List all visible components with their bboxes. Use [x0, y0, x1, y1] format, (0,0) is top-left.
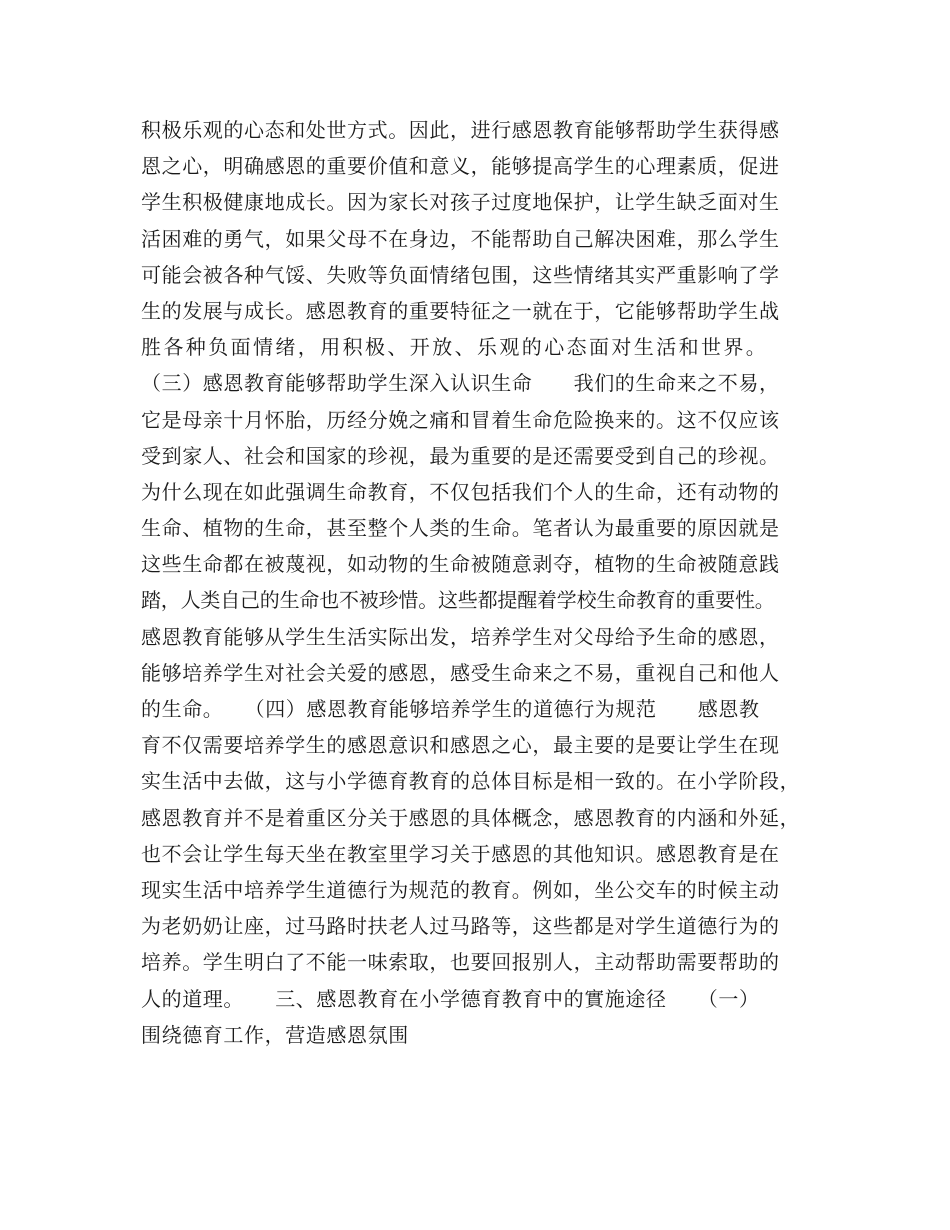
- text-line-14: 踏，人类自己的生命也不被珍惜。这些都提醒着学校生命教育的重要性。: [141, 588, 775, 613]
- text-line-26: 围绕德育工作，营造感恩氛围: [141, 1022, 409, 1047]
- text-line-25: 人的道理。 三、感恩教育在小学德育教育中的實施途径 （一）: [141, 986, 760, 1011]
- text-line-1: 积极乐观的心态和处世方式。因此，进行感恩教育能够帮助学生获得感: [141, 118, 780, 142]
- text-line-7: 胜各种负面情绪，用积极、开放、乐观的心态面对生活和世界。: [141, 335, 769, 360]
- text-line-22: 现实生活中培养学生道德行为规范的教育。例如，坐公交车的时候主动: [141, 877, 780, 902]
- text-line-8: （三）感恩教育能够帮助学生深入认识生命 我们的生命来之不易，: [141, 371, 780, 396]
- text-line-17: 的生命。 （四）感恩教育能够培养学生的道德行为规范 感恩教: [141, 697, 760, 721]
- text-line-19: 实生活中去做，这与小学德育教育的总体目标是相一致的。在小学阶段，: [141, 769, 801, 794]
- text-line-18: 育不仅需要培养学生的感恩意识和感恩之心，最主要的是要让学生在现: [141, 733, 780, 758]
- text-line-10: 受到家人、社会和国家的珍视，最为重要的是还需要受到自己的珍视。: [141, 443, 780, 468]
- text-line-3: 学生积极健康地成长。因为家长对孩子过度地保护，让学生缺乏面对生: [141, 190, 780, 215]
- body-text: [141, 112, 841, 1053]
- text-line-5: 可能会被各种气馁、失败等负面情绪包围，这些情绪其实严重影响了学: [141, 262, 780, 287]
- text-line-13: 这些生命都在被蔑视，如动物的生命被随意剥夺，植物的生命被随意践: [141, 552, 780, 577]
- text-line-6: 生的发展与成长。感恩教育的重要特征之一就在于，它能够帮助学生战: [141, 298, 780, 323]
- text-line-23: 为老奶奶让座，过马路时扶老人过马路等，这些都是对学生道德行为的: [141, 914, 780, 939]
- text-line-11: 为什么现在如此强调生命教育，不仅包括我们个人的生命，还有动物的: [141, 479, 780, 504]
- text-line-2: 恩之心，明确感恩的重要价值和意义，能够提高学生的心理素质，促进: [141, 154, 780, 179]
- text-line-12: 生命、植物的生命，甚至整个人类的生命。笔者认为最重要的原因就是: [141, 516, 780, 541]
- text-line-4: 活困难的勇气，如果父母不在身边，不能帮助自己解决困难，那么学生: [141, 226, 780, 251]
- text-line-21: 也不会让学生每天坐在教室里学习关于感恩的其他知识。感恩教育是在: [141, 841, 780, 866]
- text-line-9: 它是母亲十月怀胎，历经分娩之痛和冒着生命危险换来的。这不仅应该: [141, 407, 780, 432]
- text-line-24: 培养。学生明白了不能一味索取，也要回报别人，主动帮助需要帮助的: [141, 950, 780, 975]
- text-line-15: 感恩教育能够从学生生活实际出发，培养学生对父母给予生命的感恩，: [141, 624, 780, 649]
- text-line-20: 感恩教育并不是着重区分关于感恩的具体概念，感恩教育的内涵和外延，: [141, 805, 801, 830]
- text-line-16: 能够培养学生对社会关爱的感恩，感受生命来之不易，重视自己和他人: [141, 660, 780, 685]
